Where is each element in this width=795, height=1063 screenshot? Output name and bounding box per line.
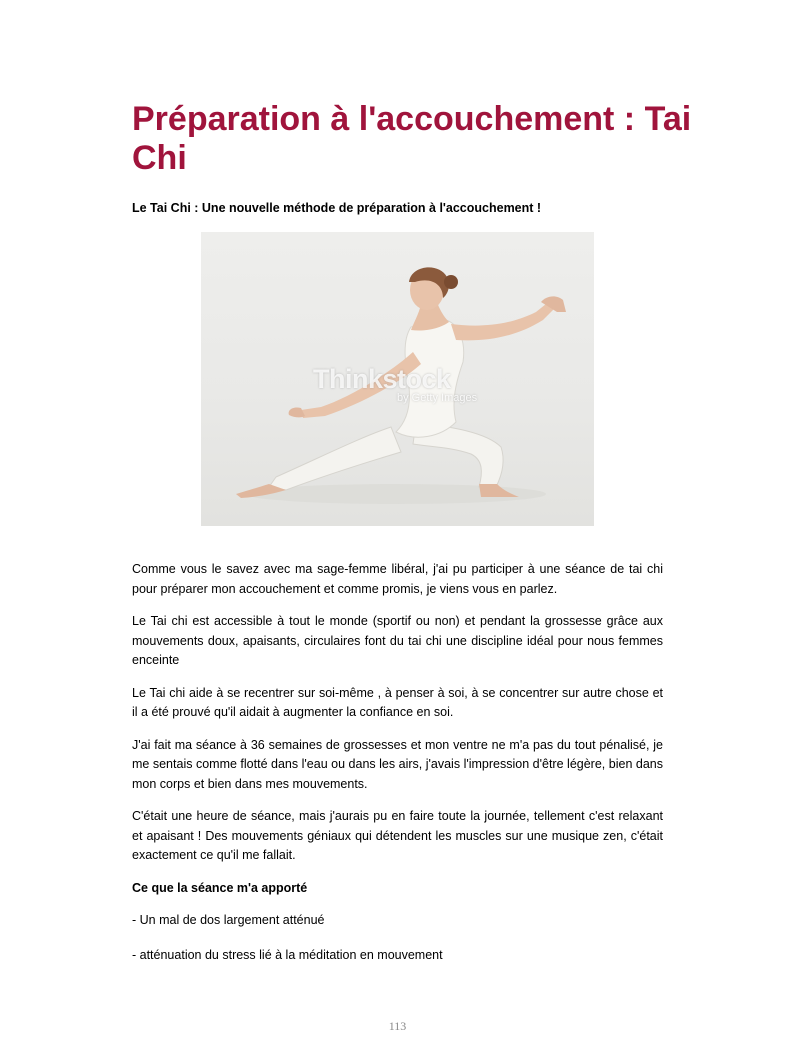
paragraph: Le Tai chi est accessible à tout le monde (sportif ou non) et pendant la grossesse grâce aux mouvements doux, apaisants, circulaires font du tai chi une discipline idéal pour nous femmes enceinte bbox=[132, 614, 663, 667]
benefit-item: - Un mal de dos largement atténué bbox=[132, 913, 325, 927]
tai-chi-photo bbox=[201, 232, 594, 526]
watermark-subtitle: by Getty Images bbox=[397, 392, 478, 404]
paragraph: Le Tai chi aide à se recentrer sur soi-même , à penser à soi, à se concentrer sur autre chose et il a été prouvé qu'il aidait à augmenter la confiance en soi. bbox=[132, 685, 663, 719]
article-body bbox=[132, 560, 663, 980]
benefits-heading: Ce que la séance m'a apporté bbox=[132, 880, 308, 895]
watermark: Thinkstock bbox=[313, 364, 451, 394]
page-number: 113 bbox=[388, 1019, 407, 1033]
subtitle: Le Tai Chi : Une nouvelle méthode de préparation à l'accouchement ! bbox=[132, 201, 542, 215]
paragraph: J'ai fait ma séance à 36 semaines de grossesses et mon ventre ne m'a pas du tout pénalisé, je me sentais comme flotté dans l'eau ou dans les airs, j'avais l'impression d'être légère, bien dans mon corps et bien dans mes mouvements. bbox=[132, 737, 663, 791]
benefit-item: - atténuation du stress lié à la méditation en mouvement bbox=[132, 947, 443, 962]
page-title: Préparation à l'accouchement : Tai Chi bbox=[132, 100, 692, 177]
paragraph: Comme vous le savez avec ma sage-femme libéral, j'ai pu participer à une séance de tai chi pour préparer mon accouchement et comme promis, je viens vous en parlez. bbox=[132, 562, 663, 596]
paragraph: C'était une heure de séance, mais j'aurais pu en faire toute la journée, tellement c'est relaxant et apaisant ! Des mouvements géniaux qui détendent les muscles sur une musique zen, c'était exactement ce qu'il me fallait. bbox=[132, 809, 663, 862]
